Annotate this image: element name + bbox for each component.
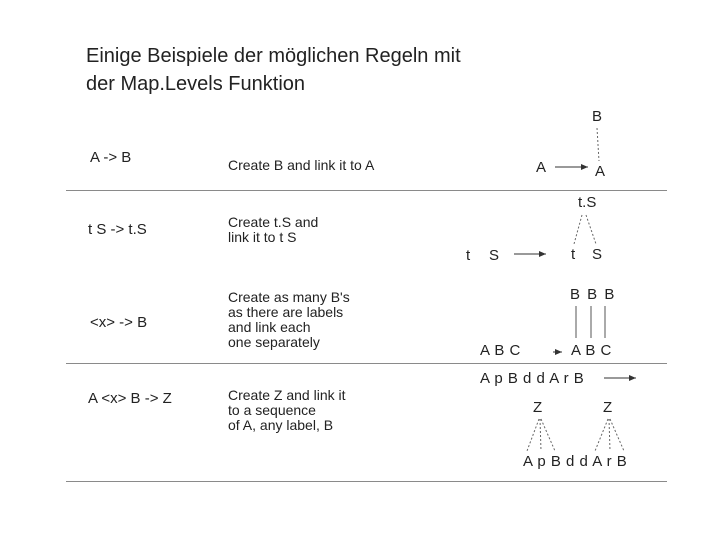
example-4-parent-z-right: Z	[603, 399, 613, 416]
tree-edge	[595, 419, 608, 451]
example-3-parents-bbb: B B B	[570, 286, 615, 303]
example-2-before-t: t	[466, 247, 471, 264]
example-4-after-sequence: A p B d d A r B	[523, 453, 628, 470]
description-line: as there are labels	[228, 304, 344, 320]
tree-edge	[609, 419, 610, 451]
example-2-child-t: t	[571, 246, 576, 263]
description-line: of A, any label, B	[228, 417, 334, 433]
title-line-2: der Map.Levels Funktion	[86, 73, 306, 95]
example-1-parent-b: B	[592, 108, 603, 125]
example-4-before-sequence: A p B d d A r B	[480, 370, 585, 387]
example-1-child-a: A	[595, 163, 606, 180]
tree-edge	[597, 128, 599, 161]
description-line: link it to t S	[228, 229, 297, 245]
description-line: Create as many B's	[228, 289, 350, 305]
tree-edge	[574, 215, 582, 244]
description-line: to a sequence	[228, 402, 316, 418]
description-line: one separately	[228, 334, 320, 350]
tree-edge	[540, 419, 541, 451]
rule-4: A <x> B -> Z	[88, 390, 172, 407]
example-1-before-a: A	[536, 159, 547, 176]
description-line: and link each	[228, 319, 311, 335]
tree-edge	[610, 419, 624, 451]
tree-edge	[527, 419, 539, 451]
tree-edge	[541, 419, 555, 451]
example-4-parent-z-left: Z	[533, 399, 543, 416]
description-line: Create Z and link it	[228, 387, 346, 403]
example-2-parent-ts: t.S	[578, 194, 597, 211]
example-2-child-s: S	[592, 246, 603, 263]
rule-2: t S -> t.S	[88, 221, 147, 238]
example-3-before-abc: A B C	[480, 342, 521, 359]
description-line: Create B and link it to A	[228, 157, 375, 173]
rule-1: A -> B	[90, 149, 132, 166]
example-3-children-abc: A B C	[571, 342, 612, 359]
tree-edge	[586, 215, 596, 244]
rule-3: <x> -> B	[90, 314, 148, 331]
example-2-before-s: S	[489, 247, 500, 264]
description-line: Create t.S and	[228, 214, 319, 230]
title-line-1: Einige Beispiele der möglichen Regeln mit	[86, 45, 461, 67]
